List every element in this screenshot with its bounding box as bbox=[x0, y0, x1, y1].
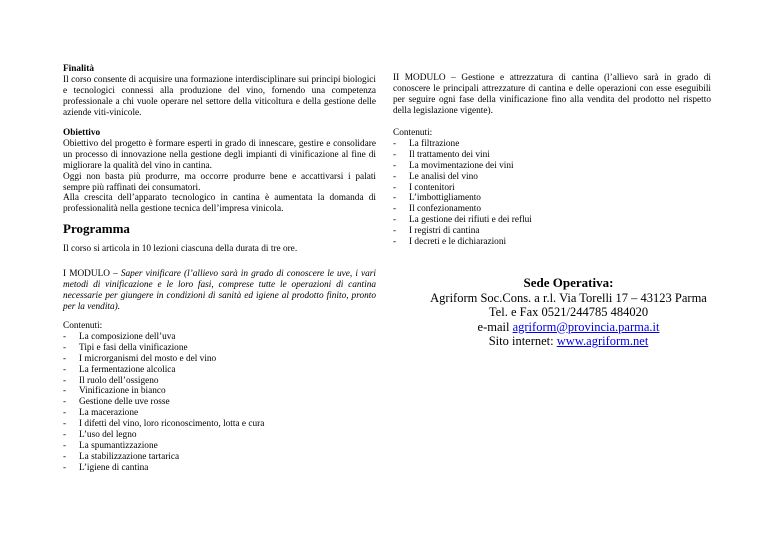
sede-operativa bbox=[393, 276, 744, 349]
list-item: - Vinificazione in bianco bbox=[63, 386, 376, 397]
programma-title: Programma bbox=[63, 221, 130, 236]
list-item: - La filtrazione bbox=[393, 139, 711, 150]
programma-text: Il corso si articola in 10 lezioni ciascuna della durata di tre ore. bbox=[63, 244, 298, 254]
list-item: - Tipi e fasi della vinificazione bbox=[63, 343, 376, 354]
obiettivo-section bbox=[63, 128, 376, 215]
obiettivo-text-3: Alla crescita dell’apparato tecnologico in cantina è aumentata la domanda di professionalità nella gestione tecnica dell’impresa vinicola. bbox=[63, 193, 376, 215]
modulo1-list bbox=[63, 332, 376, 474]
finalita-text: Il corso consente di acquisire una formazione interdisciplinare sui principi biologici e tecnologici connessi alla produzione del vino, fornendo una competenza professionale a chi vuole operare nel settore della viticoltura e della gestione delle aziende viti-vinicole. bbox=[63, 74, 376, 118]
obiettivo-text-1: Obiettivo del progetto è formare esperti in grado di innescare, gestire e consolidare un processo di innovazione nella gestione degli impianti di vinificazione al fine di migliorare la qualità del vino in cantina. bbox=[63, 138, 376, 171]
list-item: - I microrganismi del mosto e del vino bbox=[63, 354, 376, 365]
list-item: - I difetti del vino, loro riconoscimento, lotta e cura bbox=[63, 419, 376, 430]
sede-email-line bbox=[393, 320, 744, 335]
sede-title: Sede Operativa: bbox=[523, 275, 614, 290]
sede-site-line bbox=[393, 334, 744, 349]
obiettivo-title: Obiettivo bbox=[63, 128, 101, 138]
finalita-section bbox=[63, 64, 376, 119]
email-link[interactable]: agriform@provincia.parma.it bbox=[512, 319, 660, 334]
modulo1-label: I MODULO – bbox=[63, 269, 121, 279]
modulo1-contents-label: Contenuti: bbox=[63, 321, 103, 331]
list-item: - I contenitori bbox=[393, 183, 711, 194]
list-item: - Il trattamento dei vini bbox=[393, 150, 711, 161]
list-item: - Il ruolo dell’ossigeno bbox=[63, 376, 376, 387]
website-link[interactable]: www.agriform.net bbox=[556, 334, 649, 348]
list-item: - La composizione dell’uva bbox=[63, 332, 376, 343]
list-item: - La movimentazione dei vini bbox=[393, 161, 711, 172]
list-item: - La fermentazione alcolica bbox=[63, 365, 376, 376]
list-item: - L’uso del legno bbox=[63, 430, 376, 441]
list-item: - I registri di cantina bbox=[393, 226, 711, 237]
sede-phone: Tel. e Fax 0521/244785 484020 bbox=[488, 305, 649, 319]
list-item: - Le analisi del vino bbox=[393, 172, 711, 183]
list-item: - L’igiene di cantina bbox=[63, 463, 376, 474]
sede-site-label: Sito internet: bbox=[488, 334, 557, 348]
list-item: - Gestione delle uve rosse bbox=[63, 397, 376, 408]
modulo2-contents-label: Contenuti: bbox=[393, 128, 433, 138]
modulo2-contents bbox=[393, 128, 711, 248]
list-item: - La macerazione bbox=[63, 408, 376, 419]
modulo1-contents bbox=[63, 321, 376, 474]
sede-address: Agriform Soc.Cons. a r.l. Via Torelli 17 – 43123 Parma bbox=[430, 290, 707, 305]
list-item: - La gestione dei rifiuti e dei reflui bbox=[393, 215, 711, 226]
modulo1-description bbox=[63, 269, 376, 313]
list-item: - I decreti e le dichiarazioni bbox=[393, 237, 711, 248]
modulo2-description: II MODULO – Gestione e attrezzatura di cantina (l’allievo sarà in grado di conoscere le principali attrezzature di cantina e delle operazioni con esse eseguibili per seguire ogni fase della vinificazione fino alla vendita del prodotto nel rispetto della legislazione vigente). bbox=[393, 73, 711, 116]
modulo1-desc: Saper vinificare (l’allievo sarà in grado di conoscere le uve, i vari metodi di vinificazione e le loro fasi, comprese tutte le operazioni di cantina necessarie per giungere in condizioni di sanità ed igiene al prodotto finito, pronto per la vendita). bbox=[63, 269, 376, 312]
list-item: - L’imbottigliamento bbox=[393, 193, 711, 204]
modulo2-list bbox=[393, 139, 711, 248]
sede-email-label: e-mail bbox=[477, 319, 513, 334]
finalita-title: Finalità bbox=[63, 64, 94, 74]
list-item: - La stabilizzazione tartarica bbox=[63, 452, 376, 463]
obiettivo-text-2: Oggi non basta più produrre, ma occorre produrre bene e accattivarsi i palati sempre più raffinati dei consumatori. bbox=[63, 171, 376, 193]
list-item: - La spumantizzazione bbox=[63, 441, 376, 452]
list-item: - Il confezionamento bbox=[393, 204, 711, 215]
